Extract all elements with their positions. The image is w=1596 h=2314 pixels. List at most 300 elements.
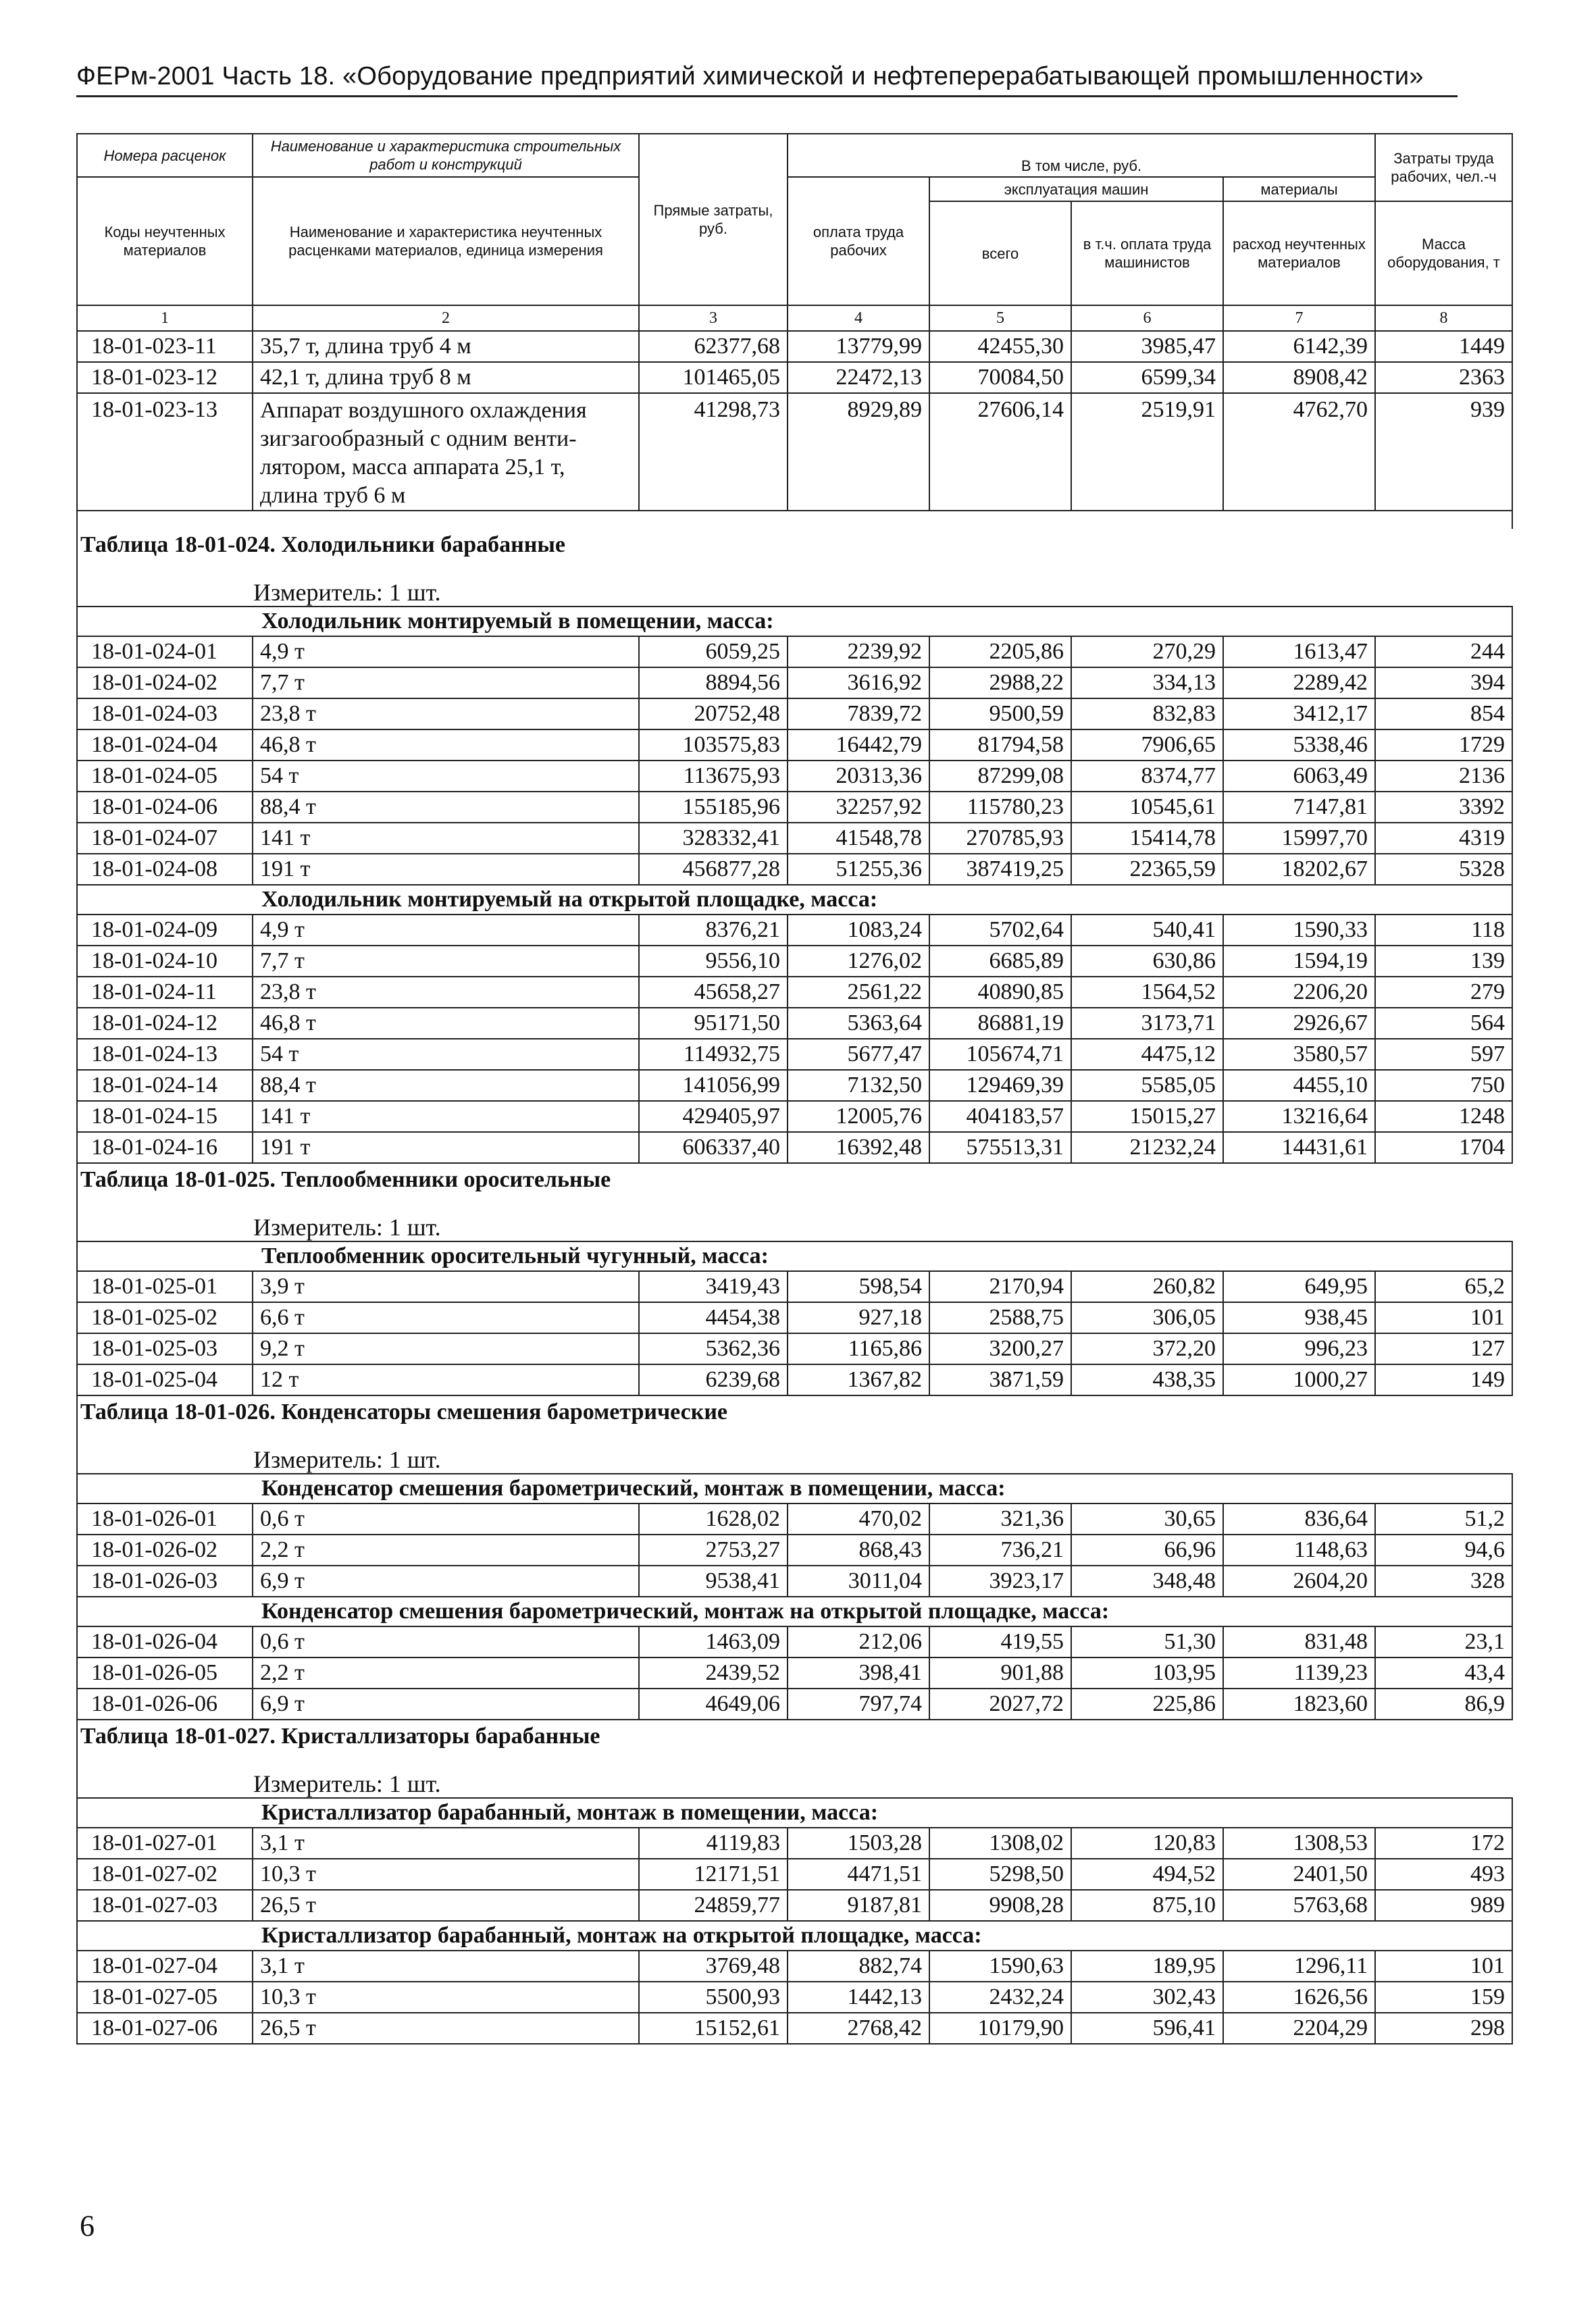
direct-costs-cell: 103575,83 [639,729,788,761]
operator-wages-cell: 5585,05 [1071,1070,1223,1101]
materials-cost-cell: 1308,53 [1223,1828,1375,1859]
materials-cost-cell: 1823,60 [1223,1689,1375,1720]
group-heading: Холодильник монтируемый в помещении, масса: [77,607,1512,636]
operator-wages-cell: 302,43 [1071,1982,1223,2013]
table-row [77,1364,1512,1395]
direct-costs-cell: 328332,41 [639,823,788,854]
rate-code: 18-01-025-03 [77,1333,253,1364]
labor-hours-cell: 101 [1375,1302,1512,1333]
table-row [77,1657,1512,1689]
direct-costs-cell: 9538,41 [639,1566,788,1597]
rate-code: 18-01-024-16 [77,1132,253,1163]
operator-wages-cell: 3985,47 [1071,331,1223,362]
meter-row [77,1426,1512,1474]
machines-total-cell: 575513,31 [929,1132,1071,1163]
worker-wages-cell: 212,06 [788,1626,929,1657]
table-row [77,1828,1512,1859]
operator-wages-cell: 8374,77 [1071,761,1223,792]
rate-code: 18-01-024-01 [77,636,253,667]
unit-of-measure: Измеритель: 1 шт. [77,1750,1512,1798]
labor-hours-cell: 1449 [1375,331,1512,362]
machines-total-cell: 10179,90 [929,2013,1071,2044]
materials-cost-cell: 1148,63 [1223,1535,1375,1566]
table-row [77,393,1512,511]
col-code-header: Номера расценок [77,134,253,177]
worker-wages-cell: 2768,42 [788,2013,929,2044]
table-row [77,792,1512,823]
materials-cost-cell: 1626,56 [1223,1982,1375,2013]
direct-costs-cell: 9556,10 [639,946,788,977]
materials-cost-cell: 2604,20 [1223,1566,1375,1597]
rate-code: 18-01-024-13 [77,1039,253,1070]
col-material-names-header: Наименование и характеристика неучтенных расценками материалов, единица измерения [253,177,639,305]
operator-wages-cell: 51,30 [1071,1626,1223,1657]
work-description: 2,2 т [253,1535,639,1566]
group-heading: Кристаллизатор барабанный, монтаж на открытой площадке, масса: [77,1921,1512,1951]
table-row [77,729,1512,761]
worker-wages-cell: 3616,92 [788,667,929,698]
table-row [77,1008,1512,1039]
group-heading: Конденсатор смешения барометрический, монтаж на открытой площадке, масса: [77,1597,1512,1626]
labor-hours-cell: 4319 [1375,823,1512,854]
direct-costs-cell: 4454,38 [639,1302,788,1333]
meter-row [77,1750,1512,1798]
operator-wages-cell: 7906,65 [1071,729,1223,761]
labor-hours-cell: 86,9 [1375,1689,1512,1720]
rate-code: 18-01-024-08 [77,854,253,885]
worker-wages-cell: 13779,99 [788,331,929,362]
section-title: Таблица 18-01-025. Теплообменники оросительные [77,1163,1512,1193]
work-description: 3,1 т [253,1828,639,1859]
table-row [77,2013,1512,2044]
rate-code: 18-01-026-06 [77,1689,253,1720]
machines-total-cell: 321,36 [929,1503,1071,1535]
labor-hours-cell: 23,1 [1375,1626,1512,1657]
labor-hours-cell: 1704 [1375,1132,1512,1163]
work-description: 6,6 т [253,1302,639,1333]
table-row [77,823,1512,854]
table-row [77,1503,1512,1535]
direct-costs-cell: 1628,02 [639,1503,788,1535]
column-number: 8 [1375,305,1512,331]
direct-costs-cell: 4119,83 [639,1828,788,1859]
operator-wages-cell: 10545,61 [1071,792,1223,823]
labor-hours-cell: 139 [1375,946,1512,977]
labor-hours-cell: 394 [1375,667,1512,698]
work-description: 141 т [253,1101,639,1132]
col-machines-total-header: всего [929,201,1071,305]
machines-total-cell: 42455,30 [929,331,1071,362]
materials-cost-cell: 836,64 [1223,1503,1375,1535]
direct-costs-cell: 5362,36 [639,1333,788,1364]
group-heading-row [77,1921,1512,1951]
table-row [77,667,1512,698]
machines-total-cell: 2027,72 [929,1689,1071,1720]
rate-code: 18-01-024-09 [77,915,253,946]
materials-cost-cell: 1613,47 [1223,636,1375,667]
direct-costs-cell: 6059,25 [639,636,788,667]
table-row [77,1132,1512,1163]
group-heading-row [77,607,1512,636]
machines-total-cell: 9908,28 [929,1890,1071,1921]
work-description-line: лятором, масса аппарата 25,1 т, [260,455,565,480]
worker-wages-cell: 882,74 [788,1951,929,1982]
worker-wages-cell: 7839,72 [788,698,929,729]
work-description [253,393,639,511]
machines-total-cell: 3871,59 [929,1364,1071,1395]
labor-hours-cell: 172 [1375,1828,1512,1859]
meter-row [77,1193,1512,1241]
worker-wages-cell: 20313,36 [788,761,929,792]
labor-hours-cell: 127 [1375,1333,1512,1364]
direct-costs-cell: 141056,99 [639,1070,788,1101]
labor-hours-cell: 2363 [1375,362,1512,393]
labor-hours-cell: 5328 [1375,854,1512,885]
rate-code: 18-01-025-02 [77,1302,253,1333]
table-row [77,1535,1512,1566]
rate-code: 18-01-024-11 [77,977,253,1008]
machines-total-cell: 3200,27 [929,1333,1071,1364]
work-description-line: Аппарат воздушного охлаждения [260,398,587,423]
work-description: 6,9 т [253,1566,639,1597]
labor-hours-cell: 989 [1375,1890,1512,1921]
worker-wages-cell: 5363,64 [788,1008,929,1039]
group-heading-row [77,1798,1512,1828]
labor-hours-cell: 750 [1375,1070,1512,1101]
machines-total-cell: 81794,58 [929,729,1071,761]
worker-wages-cell: 598,54 [788,1271,929,1302]
col-wages-header: оплата труда рабочих [788,177,929,305]
labor-hours-cell: 2136 [1375,761,1512,792]
direct-costs-cell: 101465,05 [639,362,788,393]
table-row [77,1039,1512,1070]
rate-code: 18-01-025-01 [77,1271,253,1302]
price-table [76,133,1513,2045]
work-description: 10,3 т [253,1982,639,2013]
machines-total-cell: 3923,17 [929,1566,1071,1597]
work-description-line: длина труб 6 м [260,483,406,508]
rate-code: 18-01-024-15 [77,1101,253,1132]
table-row [77,854,1512,885]
machines-total-cell: 736,21 [929,1535,1071,1566]
worker-wages-cell: 1503,28 [788,1828,929,1859]
rate-code: 18-01-023-12 [77,362,253,393]
machines-total-cell: 2588,75 [929,1302,1071,1333]
direct-costs-cell: 62377,68 [639,331,788,362]
work-description: 12 т [253,1364,639,1395]
rate-code: 18-01-027-01 [77,1828,253,1859]
column-number: 7 [1223,305,1375,331]
column-number: 6 [1071,305,1223,331]
machines-total-cell: 419,55 [929,1626,1071,1657]
operator-wages-cell: 22365,59 [1071,854,1223,885]
rate-code: 18-01-024-02 [77,667,253,698]
labor-hours-cell: 65,2 [1375,1271,1512,1302]
table-row [77,1302,1512,1333]
worker-wages-cell: 5677,47 [788,1039,929,1070]
worker-wages-cell: 7132,50 [788,1070,929,1101]
worker-wages-cell: 12005,76 [788,1101,929,1132]
labor-hours-cell: 94,6 [1375,1535,1512,1566]
work-description: 23,8 т [253,698,639,729]
materials-cost-cell: 14431,61 [1223,1132,1375,1163]
labor-hours-cell: 564 [1375,1008,1512,1039]
table-row [77,636,1512,667]
machines-total-cell: 87299,08 [929,761,1071,792]
table-row [77,1101,1512,1132]
operator-wages-cell: 630,86 [1071,946,1223,977]
materials-cost-cell: 5338,46 [1223,729,1375,761]
table-row [77,761,1512,792]
rate-code: 18-01-027-06 [77,2013,253,2044]
materials-cost-cell: 6063,49 [1223,761,1375,792]
column-number: 3 [639,305,788,331]
rate-code: 18-01-026-02 [77,1535,253,1566]
machines-total-cell: 27606,14 [929,393,1071,511]
work-description: 6,9 т [253,1689,639,1720]
direct-costs-cell: 155185,96 [639,792,788,823]
worker-wages-cell: 16442,79 [788,729,929,761]
materials-cost-cell: 2206,20 [1223,977,1375,1008]
operator-wages-cell: 103,95 [1071,1657,1223,1689]
col-including-header: В том числе, руб. [788,134,1375,177]
worker-wages-cell: 32257,92 [788,792,929,823]
materials-cost-cell: 13216,64 [1223,1101,1375,1132]
worker-wages-cell: 3011,04 [788,1566,929,1597]
rate-code: 18-01-024-07 [77,823,253,854]
operator-wages-cell: 1564,52 [1071,977,1223,1008]
unit-of-measure: Измеритель: 1 шт. [77,559,1512,607]
materials-cost-cell: 938,45 [1223,1302,1375,1333]
labor-hours-cell: 101 [1375,1951,1512,1982]
rate-code: 18-01-027-02 [77,1859,253,1890]
col-mass-header: Масса оборудования, т [1375,201,1512,305]
work-description: 2,2 т [253,1657,639,1689]
worker-wages-cell: 41548,78 [788,823,929,854]
worker-wages-cell: 8929,89 [788,393,929,511]
operator-wages-cell: 189,95 [1071,1951,1223,1982]
direct-costs-cell: 5500,93 [639,1982,788,2013]
machines-total-cell: 1590,63 [929,1951,1071,1982]
operator-wages-cell: 6599,34 [1071,362,1223,393]
section-title-row [77,1163,1512,1193]
table-row [77,1890,1512,1921]
worker-wages-cell: 1083,24 [788,915,929,946]
machines-total-cell: 2170,94 [929,1271,1071,1302]
col-unaccounted-materials-header: расход неучтенных материалов [1223,201,1375,305]
operator-wages-cell: 4475,12 [1071,1039,1223,1070]
labor-hours-cell: 149 [1375,1364,1512,1395]
labor-hours-cell: 244 [1375,636,1512,667]
rate-code: 18-01-024-12 [77,1008,253,1039]
worker-wages-cell: 22472,13 [788,362,929,393]
operator-wages-cell: 2519,91 [1071,393,1223,511]
labor-hours-cell: 51,2 [1375,1503,1512,1535]
unit-of-measure: Измеритель: 1 шт. [77,1193,1512,1241]
work-description: 191 т [253,1132,639,1163]
section-title: Таблица 18-01-026. Конденсаторы смешения барометрические [77,1395,1512,1426]
operator-wages-cell: 540,41 [1071,915,1223,946]
work-description: 42,1 т, длина труб 8 м [253,362,639,393]
operator-wages-cell: 66,96 [1071,1535,1223,1566]
column-number: 5 [929,305,1071,331]
machines-total-cell: 86881,19 [929,1008,1071,1039]
labor-hours-cell: 493 [1375,1859,1512,1890]
column-number: 4 [788,305,929,331]
section-title: Таблица 18-01-024. Холодильники барабанные [77,529,1512,559]
col-material-codes-header: Коды неучтенных материалов [77,177,253,305]
section-title-row [77,1720,1512,1750]
work-description: 7,7 т [253,946,639,977]
labor-hours-cell: 118 [1375,915,1512,946]
worker-wages-cell: 927,18 [788,1302,929,1333]
labor-hours-cell: 159 [1375,1982,1512,2013]
machines-total-cell: 40890,85 [929,977,1071,1008]
labor-hours-cell: 43,4 [1375,1657,1512,1689]
table-row [77,698,1512,729]
work-description: 0,6 т [253,1626,639,1657]
table-row [77,331,1512,362]
operator-wages-cell: 30,65 [1071,1503,1223,1535]
col-operator-wages-header: в т.ч. оплата труда машинистов [1071,201,1223,305]
materials-cost-cell: 1594,19 [1223,946,1375,977]
table-row [77,1982,1512,2013]
machines-total-cell: 105674,71 [929,1039,1071,1070]
machines-total-cell: 6685,89 [929,946,1071,977]
operator-wages-cell: 832,83 [1071,698,1223,729]
worker-wages-cell: 16392,48 [788,1132,929,1163]
direct-costs-cell: 3769,48 [639,1951,788,1982]
table-body [77,331,1512,2044]
table-row [77,946,1512,977]
table-row [77,1271,1512,1302]
work-description: 23,8 т [253,977,639,1008]
direct-costs-cell: 2439,52 [639,1657,788,1689]
page-number: 6 [80,2209,95,2242]
table-row [77,977,1512,1008]
direct-costs-cell: 3419,43 [639,1271,788,1302]
table-row [77,362,1512,393]
operator-wages-cell: 225,86 [1071,1689,1223,1720]
work-description: 88,4 т [253,792,639,823]
work-description: 9,2 т [253,1333,639,1364]
labor-hours-cell: 939 [1375,393,1512,511]
materials-cost-cell: 3412,17 [1223,698,1375,729]
table-row [77,1626,1512,1657]
worker-wages-cell: 1442,13 [788,1982,929,2013]
worker-wages-cell: 398,41 [788,1657,929,1689]
meter-row [77,559,1512,607]
direct-costs-cell: 8376,21 [639,915,788,946]
group-heading: Холодильник монтируемый на открытой площадке, масса: [77,885,1512,915]
materials-cost-cell: 2926,67 [1223,1008,1375,1039]
group-heading: Кристаллизатор барабанный, монтаж в помещении, масса: [77,1798,1512,1828]
operator-wages-cell: 15414,78 [1071,823,1223,854]
direct-costs-cell: 41298,73 [639,393,788,511]
page-header: ФЕРм-2001 Часть 18. «Оборудование предприятий химической и нефтеперерабатывающей промышленности» [76,62,1458,97]
materials-cost-cell: 6142,39 [1223,331,1375,362]
col-materials-header: материалы [1223,177,1375,201]
spacer-cell [77,511,1512,529]
rate-code: 18-01-026-05 [77,1657,253,1689]
work-description: 141 т [253,823,639,854]
materials-cost-cell: 649,95 [1223,1271,1375,1302]
work-description: 46,8 т [253,729,639,761]
materials-cost-cell: 1296,11 [1223,1951,1375,1982]
direct-costs-cell: 429405,97 [639,1101,788,1132]
operator-wages-cell: 438,35 [1071,1364,1223,1395]
direct-costs-cell: 606337,40 [639,1132,788,1163]
operator-wages-cell: 21232,24 [1071,1132,1223,1163]
machines-total-cell: 129469,39 [929,1070,1071,1101]
materials-cost-cell: 4455,10 [1223,1070,1375,1101]
rate-code: 18-01-026-03 [77,1566,253,1597]
materials-cost-cell: 2289,42 [1223,667,1375,698]
direct-costs-cell: 456877,28 [639,854,788,885]
machines-total-cell: 9500,59 [929,698,1071,729]
operator-wages-cell: 372,20 [1071,1333,1223,1364]
rate-code: 18-01-024-06 [77,792,253,823]
table-row [77,1566,1512,1597]
col-name-header: Наименование и характеристика строительных работ и конструкций [253,134,639,177]
labor-hours-cell: 1729 [1375,729,1512,761]
direct-costs-cell: 8894,56 [639,667,788,698]
col-labor-header: Затраты труда рабочих, чел.-ч [1375,134,1512,201]
table-row [77,1859,1512,1890]
materials-cost-cell: 7147,81 [1223,792,1375,823]
worker-wages-cell: 470,02 [788,1503,929,1535]
materials-cost-cell: 4762,70 [1223,393,1375,511]
work-description: 7,7 т [253,667,639,698]
work-description: 191 т [253,854,639,885]
table-row [77,1951,1512,1982]
machines-total-cell: 5298,50 [929,1859,1071,1890]
materials-cost-cell: 831,48 [1223,1626,1375,1657]
materials-cost-cell: 3580,57 [1223,1039,1375,1070]
worker-wages-cell: 797,74 [788,1689,929,1720]
labor-hours-cell: 3392 [1375,792,1512,823]
work-description: 46,8 т [253,1008,639,1039]
table-row [77,1333,1512,1364]
column-number: 2 [253,305,639,331]
work-description: 10,3 т [253,1859,639,1890]
column-number: 1 [77,305,253,331]
rate-code: 18-01-026-01 [77,1503,253,1535]
direct-costs-cell: 45658,27 [639,977,788,1008]
work-description: 88,4 т [253,1070,639,1101]
table-header [77,134,1512,331]
group-heading: Теплообменник оросительный чугунный, масса: [77,1241,1512,1271]
materials-cost-cell: 1139,23 [1223,1657,1375,1689]
machines-total-cell: 115780,23 [929,792,1071,823]
section-title-row [77,529,1512,559]
worker-wages-cell: 51255,36 [788,854,929,885]
worker-wages-cell: 2239,92 [788,636,929,667]
direct-costs-cell: 15152,61 [639,2013,788,2044]
rate-code: 18-01-026-04 [77,1626,253,1657]
machines-total-cell: 270785,93 [929,823,1071,854]
rate-code: 18-01-023-11 [77,331,253,362]
operator-wages-cell: 494,52 [1071,1859,1223,1890]
work-description: 54 т [253,1039,639,1070]
group-heading: Конденсатор смешения барометрический, монтаж в помещении, масса: [77,1474,1512,1503]
col-direct-costs-header: Прямые затраты, руб. [639,134,788,305]
machines-total-cell: 70084,50 [929,362,1071,393]
group-heading-row [77,1474,1512,1503]
work-description: 4,9 т [253,636,639,667]
spacer-row [77,511,1512,529]
table-row [77,1070,1512,1101]
